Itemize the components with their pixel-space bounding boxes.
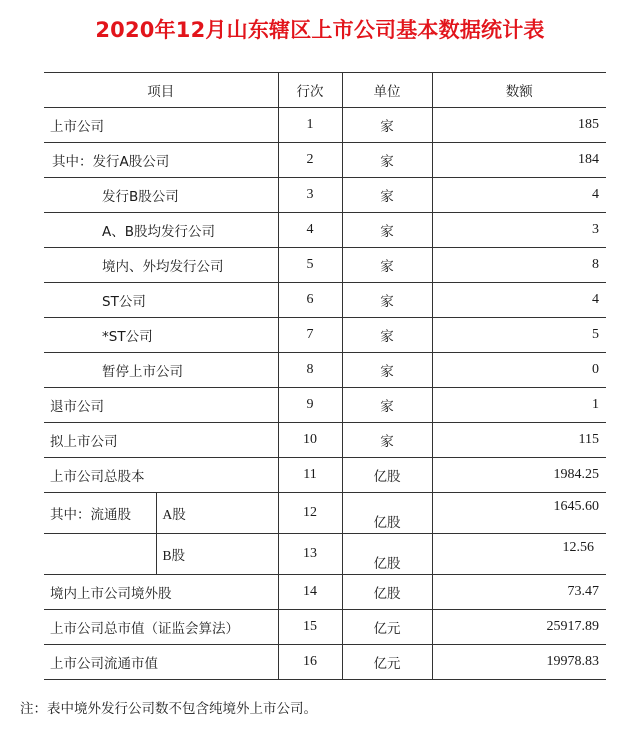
row-item: 上市公司总股本 <box>44 458 278 493</box>
row-unit: 亿股 <box>342 458 432 493</box>
row-value: 1645.60 <box>432 493 606 534</box>
row-number: 7 <box>278 318 342 353</box>
row-item: 拟上市公司 <box>44 423 278 458</box>
page-title: 2020年12月山东辖区上市公司基本数据统计表 <box>95 18 545 42</box>
row-unit: 家 <box>342 353 432 388</box>
table-row <box>44 213 606 248</box>
row-number: 14 <box>278 575 342 610</box>
row-number: 16 <box>278 645 342 680</box>
row-item: 其中：流通股 <box>44 493 156 534</box>
header-value: 数额 <box>432 73 606 108</box>
row-number: 2 <box>278 143 342 178</box>
row-item: 境内上市公司境外股 <box>44 575 278 610</box>
row-value: 1 <box>432 388 606 423</box>
row-item: *ST公司 <box>44 318 278 353</box>
row-number: 6 <box>278 283 342 318</box>
table-row <box>44 575 606 610</box>
row-item: 境内、外均发行公司 <box>44 248 278 283</box>
row-unit: 家 <box>342 178 432 213</box>
header-row-no: 行次 <box>278 73 342 108</box>
row-item: 上市公司 <box>44 108 278 143</box>
row-value: 73.47 <box>432 575 606 610</box>
row-item: 发行B股公司 <box>44 178 278 213</box>
row-number: 9 <box>278 388 342 423</box>
row-number: 4 <box>278 213 342 248</box>
header-item: 项目 <box>44 73 278 108</box>
table-row <box>44 283 606 318</box>
row-value: 3 <box>432 213 606 248</box>
row-value: 4 <box>432 178 606 213</box>
row-unit: 家 <box>342 143 432 178</box>
table-row <box>44 645 606 680</box>
header-unit: 单位 <box>342 73 432 108</box>
table-row <box>44 610 606 645</box>
row-item: A、B股均发行公司 <box>44 213 278 248</box>
row-number: 12 <box>278 493 342 534</box>
table-row <box>44 108 606 143</box>
row-unit: 亿股 <box>342 493 432 534</box>
row-item <box>44 534 156 575</box>
table-header-row <box>44 73 606 108</box>
table-row <box>44 248 606 283</box>
table-row <box>44 143 606 178</box>
row-number: 5 <box>278 248 342 283</box>
table-row <box>44 493 606 534</box>
row-item: 上市公司总市值（证监会算法） <box>44 610 278 645</box>
table-row <box>44 423 606 458</box>
row-unit: 家 <box>342 248 432 283</box>
row-value: 19978.83 <box>432 645 606 680</box>
row-sub-item: A股 <box>156 493 278 534</box>
row-unit: 家 <box>342 213 432 248</box>
row-item: 退市公司 <box>44 388 278 423</box>
row-unit: 家 <box>342 283 432 318</box>
row-unit: 亿股 <box>342 575 432 610</box>
row-value: 25917.89 <box>432 610 606 645</box>
row-number: 13 <box>278 534 342 575</box>
row-item: 暂停上市公司 <box>44 353 278 388</box>
row-unit: 家 <box>342 108 432 143</box>
row-sub-item: B股 <box>156 534 278 575</box>
row-number: 11 <box>278 458 342 493</box>
table-row <box>44 388 606 423</box>
row-value: 184 <box>432 143 606 178</box>
table-row <box>44 534 606 575</box>
row-value: 8 <box>432 248 606 283</box>
row-item: ST公司 <box>44 283 278 318</box>
table-row <box>44 458 606 493</box>
row-value: 0 <box>432 353 606 388</box>
table-row <box>44 318 606 353</box>
row-number: 8 <box>278 353 342 388</box>
row-unit: 家 <box>342 388 432 423</box>
table-row <box>44 178 606 213</box>
row-value: 5 <box>432 318 606 353</box>
row-number: 10 <box>278 423 342 458</box>
row-number: 3 <box>278 178 342 213</box>
row-unit: 家 <box>342 318 432 353</box>
footnote: 注：表中境外发行公司数不包含纯境外上市公司。 <box>20 701 317 717</box>
row-value: 4 <box>432 283 606 318</box>
row-value: 12.56 <box>432 534 606 575</box>
row-value: 1984.25 <box>432 458 606 493</box>
statistics-table <box>44 72 606 680</box>
row-unit: 亿元 <box>342 645 432 680</box>
table-row <box>44 353 606 388</box>
row-value: 115 <box>432 423 606 458</box>
row-item: 上市公司流通市值 <box>44 645 278 680</box>
row-item: 其中：发行A股公司 <box>44 143 278 178</box>
row-unit: 家 <box>342 423 432 458</box>
row-unit: 亿元 <box>342 610 432 645</box>
row-unit: 亿股 <box>342 534 432 575</box>
row-number: 15 <box>278 610 342 645</box>
row-value: 185 <box>432 108 606 143</box>
row-number: 1 <box>278 108 342 143</box>
